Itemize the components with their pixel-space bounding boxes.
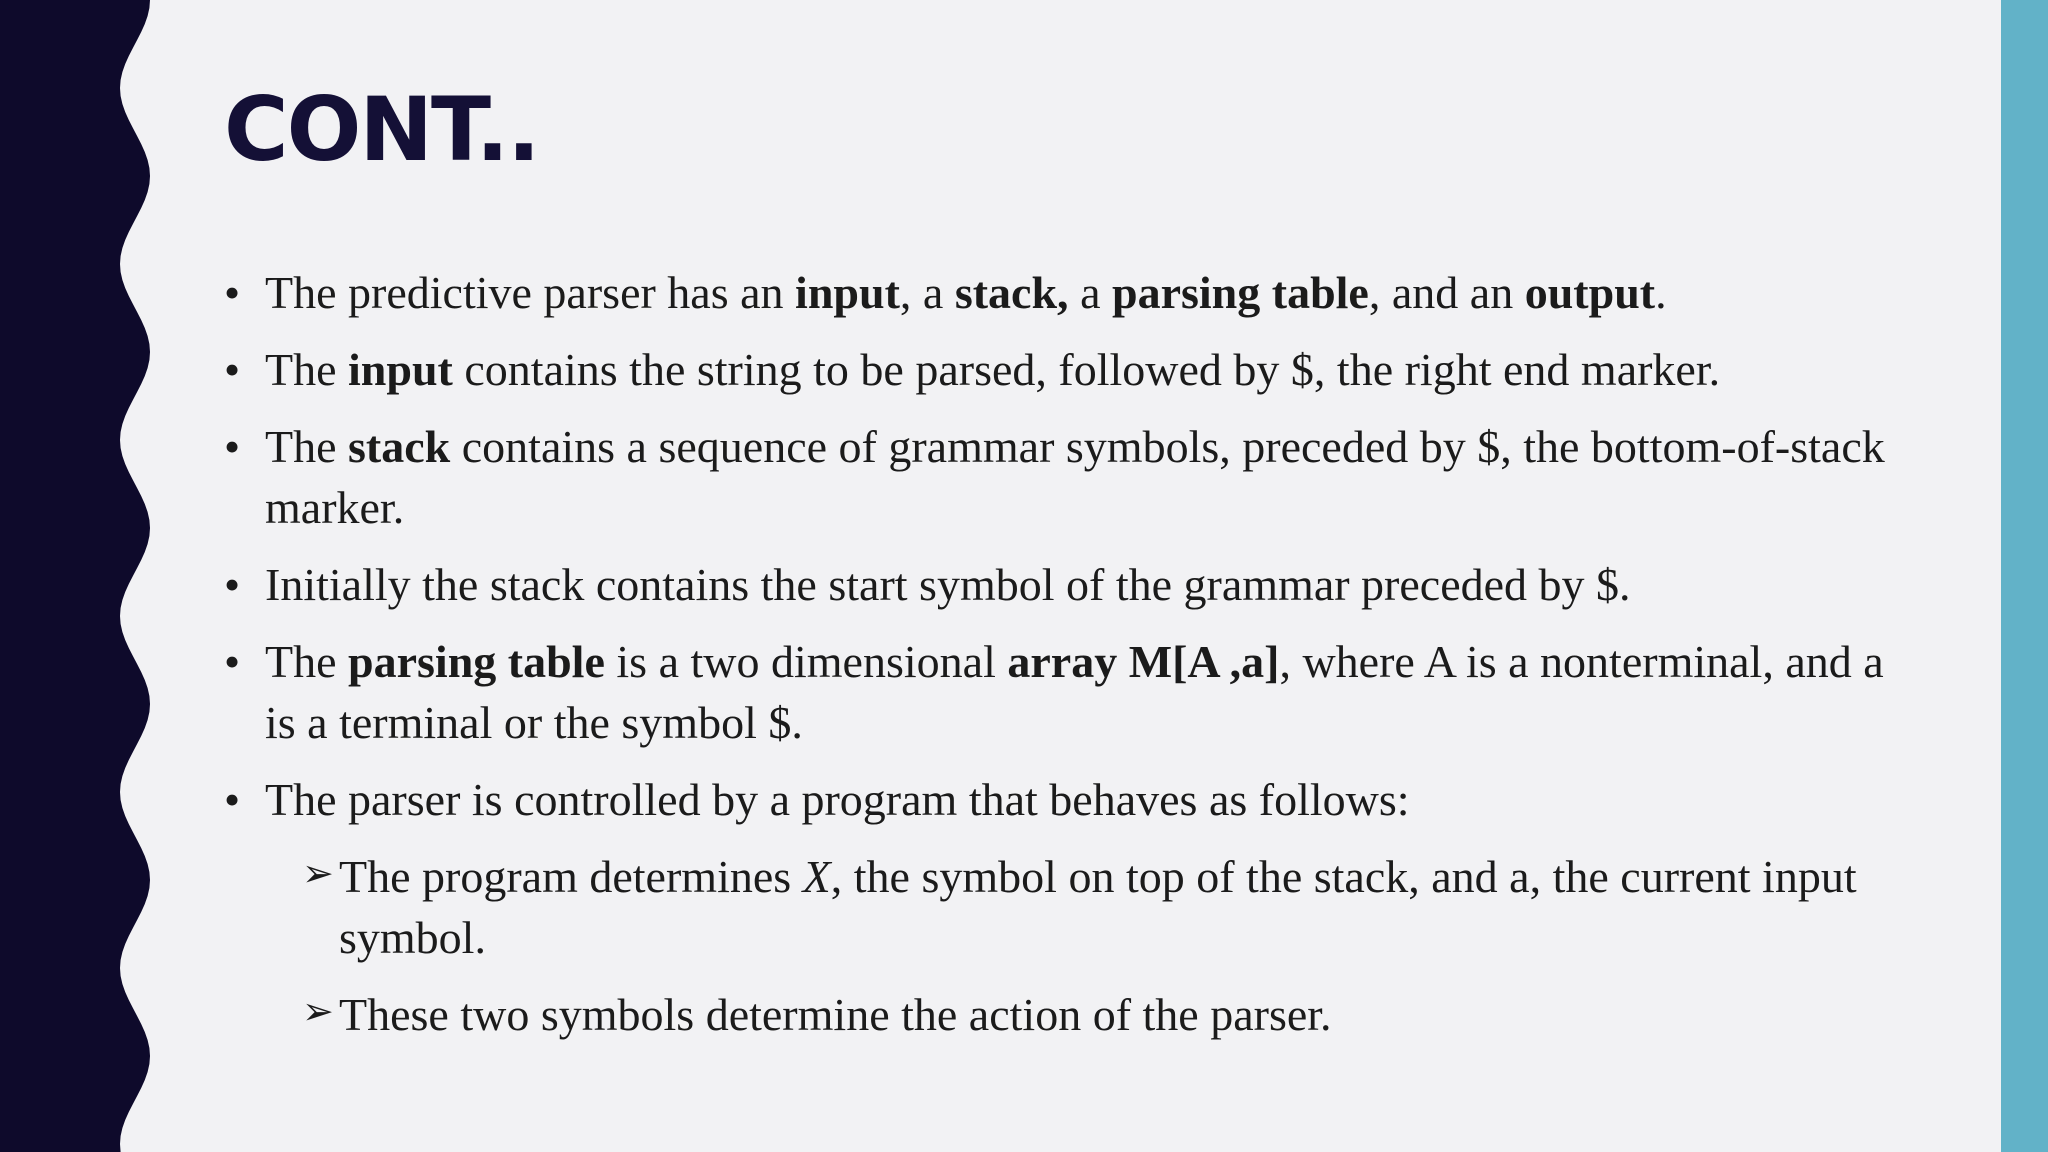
text-run: a bbox=[1068, 267, 1112, 318]
text-run: , where A is a nonterminal, and a is a terminal or the symbol $. bbox=[265, 636, 1884, 748]
arrow-bullet-icon: ➢ bbox=[302, 991, 334, 1033]
bullet-text bbox=[265, 774, 1410, 825]
bullet-text bbox=[339, 989, 1332, 1040]
bullet-text bbox=[265, 636, 1884, 748]
bold-text: input bbox=[348, 344, 453, 395]
text-run: contains the string to be parsed, followed by $, the right end marker. bbox=[452, 344, 1721, 395]
sub-bullet-item bbox=[302, 984, 1914, 1045]
bold-text: stack bbox=[348, 421, 451, 472]
bullet-dot-icon: • bbox=[224, 774, 241, 825]
text-run: contains a sequence of grammar symbols, preceded by $, the bottom-of-stack marker. bbox=[265, 421, 1885, 533]
arrow-bullet-icon: ➢ bbox=[302, 853, 334, 895]
italic-text: X bbox=[802, 851, 831, 902]
bold-text: stack, bbox=[954, 267, 1069, 318]
text-run: , a bbox=[899, 267, 955, 318]
text-run: Initially the stack contains the start symbol of the grammar preceded by $. bbox=[265, 559, 1631, 610]
bold-text: array M[A ,a] bbox=[1007, 636, 1280, 687]
text-run: , and an bbox=[1368, 267, 1525, 318]
text-run: The bbox=[265, 421, 349, 472]
slide-title: CONT.. bbox=[224, 78, 539, 181]
text-run: , the symbol on top of the stack, and a, the current input symbol. bbox=[339, 851, 1857, 963]
bold-text: output bbox=[1524, 267, 1656, 318]
bullet-dot-icon: • bbox=[224, 267, 241, 318]
text-run: The program determines bbox=[339, 851, 803, 902]
bullet-item bbox=[224, 262, 1914, 323]
text-run: The parser is controlled by a program that behaves as follows: bbox=[265, 774, 1410, 825]
bullet-dot-icon: • bbox=[224, 344, 241, 395]
sub-bullet-item bbox=[302, 846, 1914, 968]
text-run: . bbox=[1655, 267, 1667, 318]
bullet-dot-icon: • bbox=[224, 559, 241, 610]
bullet-text bbox=[265, 344, 1720, 395]
bullet-text bbox=[265, 559, 1631, 610]
text-run: The predictive parser has an bbox=[265, 267, 796, 318]
left-wavy-band bbox=[0, 0, 160, 1152]
bullet-dot-icon: • bbox=[224, 421, 241, 472]
text-run: The bbox=[265, 344, 349, 395]
text-run: These two symbols determine the action of the parser. bbox=[339, 989, 1332, 1040]
bullet-dot-icon: • bbox=[224, 636, 241, 687]
text-run: is a two dimensional bbox=[604, 636, 1008, 687]
bullet-list bbox=[224, 262, 1914, 1061]
text-run: The bbox=[265, 636, 349, 687]
bullet-item bbox=[224, 769, 1914, 830]
bullet-item bbox=[224, 416, 1914, 538]
bullet-item bbox=[224, 554, 1914, 615]
bullet-text bbox=[339, 851, 1857, 963]
bold-text: input bbox=[795, 267, 900, 318]
bold-text: parsing table bbox=[1111, 267, 1369, 318]
bullet-item bbox=[224, 339, 1914, 400]
bullet-text bbox=[265, 421, 1885, 533]
bold-text: parsing table bbox=[348, 636, 605, 687]
bullet-text bbox=[265, 267, 1667, 318]
right-accent-band bbox=[2001, 0, 2048, 1152]
bullet-item bbox=[224, 631, 1914, 753]
